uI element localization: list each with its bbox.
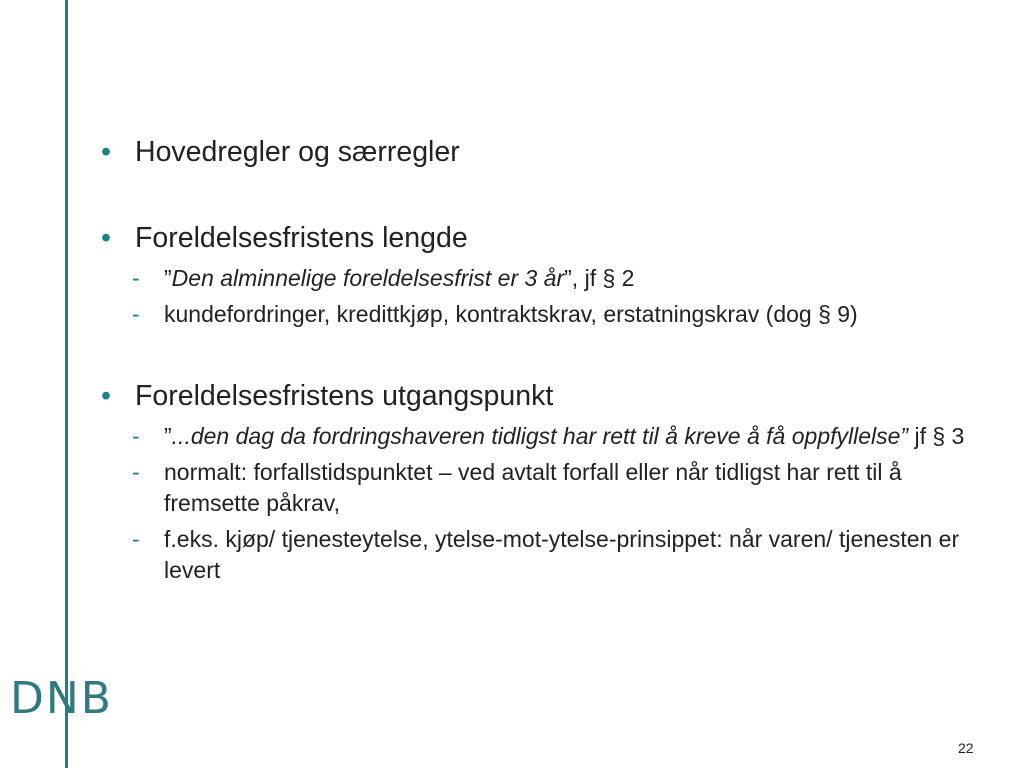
sub-item [100, 524, 980, 586]
slide-content [100, 132, 980, 586]
sub-item [100, 299, 980, 330]
sub-item [100, 457, 980, 519]
dash-icon: - [132, 301, 140, 327]
bullet-icon: • [101, 136, 111, 168]
bullet-icon: • [101, 380, 111, 412]
bullet-text: Hovedregler og særregler [135, 136, 460, 168]
dash-icon: - [132, 265, 140, 291]
quote-italic: ...den dag da fordringshaveren tidligst har rett til å kreve å få oppfyllelse” [171, 423, 909, 449]
sub-item [100, 421, 980, 452]
quote-reference: jf § 3 [908, 423, 965, 449]
page-number: 22 [958, 740, 974, 756]
dash-icon: - [132, 459, 140, 485]
sub-item-text: kundefordringer, kredittkjøp, kontraktskrav, erstatningskrav (dog § 9) [164, 301, 858, 327]
bullet-item [100, 376, 980, 416]
bullet-item [100, 132, 980, 172]
quote-open: ” [164, 423, 172, 449]
quote-italic: Den alminnelige foreldelsesfrist er 3 år [171, 265, 565, 291]
quote-reference: ”, jf § 2 [564, 265, 635, 291]
dash-icon: - [132, 423, 140, 449]
dnb-logo: DNB [10, 673, 113, 724]
vertical-accent-line [65, 0, 68, 768]
sub-item [100, 263, 980, 294]
bullet-text: Foreldelsesfristens utgangspunkt [135, 380, 554, 412]
quote-open: ” [164, 265, 172, 291]
sub-item-text: f.eks. kjøp/ tjenesteytelse, ytelse-mot-ytelse-prinsippet: når varen/ tjenesten er levert [164, 526, 960, 583]
dash-icon: - [132, 526, 140, 552]
bullet-text: Foreldelsesfristens lengde [135, 222, 468, 254]
sub-item-text: normalt: forfallstidspunktet – ved avtalt forfall eller når tidligst har rett til å fremsette påkrav, [164, 459, 902, 516]
bullet-icon: • [101, 222, 111, 254]
bullet-item [100, 218, 980, 258]
